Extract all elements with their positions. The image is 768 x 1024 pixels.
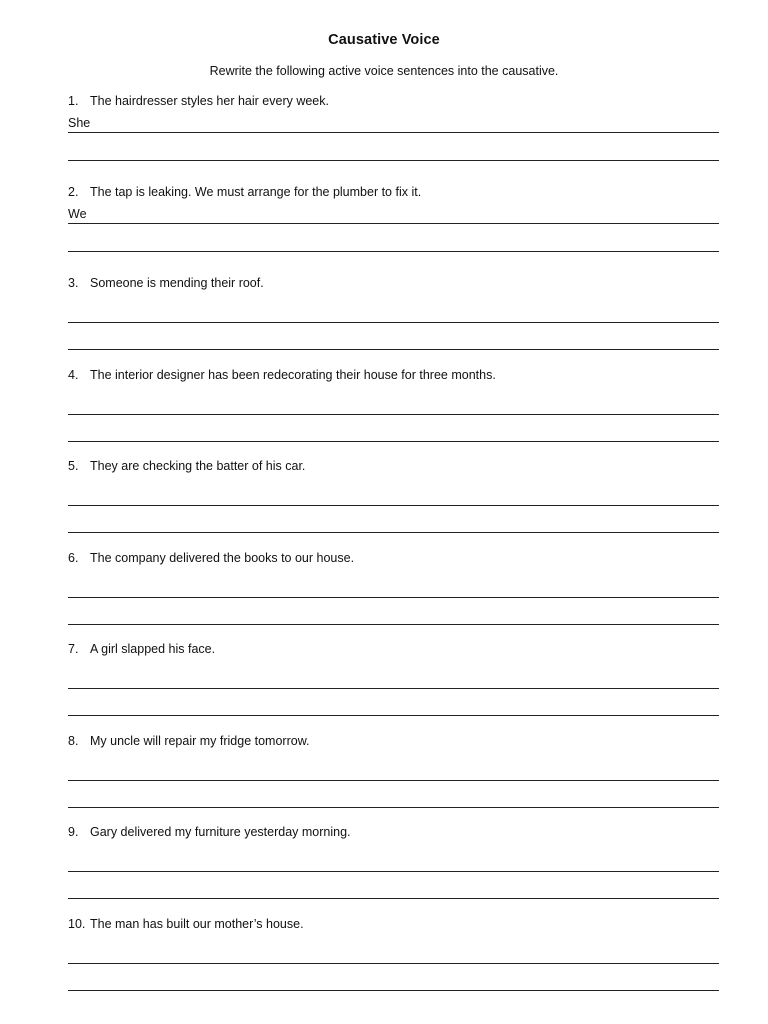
question-number: 10. [68, 917, 86, 931]
answer-line-2[interactable] [68, 697, 719, 716]
question-number: 8. [68, 734, 79, 748]
answer-line-2[interactable] [68, 233, 719, 252]
question-text [68, 459, 305, 473]
question-number: 9. [68, 825, 79, 839]
question-sentence: They are checking the batter of his car. [90, 459, 306, 473]
answer-line-1[interactable] [68, 205, 719, 224]
question-sentence: The hairdresser styles her hair every week. [90, 94, 329, 108]
answer-line-2[interactable] [68, 423, 719, 442]
answer-line-2[interactable] [68, 789, 719, 808]
question-sentence: Gary delivered my furniture yesterday morning. [90, 825, 351, 839]
worksheet-instruction: Rewrite the following active voice sentences into the causative. [209, 64, 559, 78]
question-number: 4. [68, 368, 79, 382]
question-text [68, 276, 264, 290]
question-text [68, 642, 215, 656]
answer-line-1[interactable] [68, 304, 719, 323]
answer-line-2[interactable] [68, 514, 719, 533]
answer-line-2[interactable] [68, 331, 719, 350]
question-sentence: The man has built our mother’s house. [90, 917, 304, 931]
answer-prefix: She [68, 116, 91, 130]
question-text [68, 825, 351, 839]
question-text [68, 551, 354, 565]
question-number: 6. [68, 551, 79, 565]
question-7 [0, 642, 768, 732]
answer-line-2[interactable] [68, 972, 719, 991]
answer-line-1[interactable] [68, 579, 719, 598]
question-sentence: The tap is leaking. We must arrange for the plumber to fix it. [90, 185, 422, 199]
question-text [68, 185, 421, 199]
answer-line-1[interactable] [68, 853, 719, 872]
answer-line-2[interactable] [68, 142, 719, 161]
answer-line-1[interactable] [68, 945, 719, 964]
question-6 [0, 551, 768, 641]
question-number: 7. [68, 642, 79, 656]
question-number: 5. [68, 459, 79, 473]
question-4 [0, 368, 768, 458]
question-sentence: Someone is mending their roof. [90, 276, 264, 290]
answer-line-1[interactable] [68, 670, 719, 689]
question-8 [0, 734, 768, 824]
question-text [68, 368, 496, 382]
question-10 [0, 917, 768, 1007]
question-text [68, 734, 310, 748]
question-1 [0, 94, 768, 184]
answer-line-1[interactable] [68, 396, 719, 415]
question-sentence: My uncle will repair my fridge tomorrow. [90, 734, 310, 748]
question-9 [0, 825, 768, 915]
question-5 [0, 459, 768, 549]
answer-line-1[interactable] [68, 487, 719, 506]
question-text [68, 917, 304, 931]
answer-line-1[interactable] [68, 114, 719, 133]
answer-line-2[interactable] [68, 606, 719, 625]
answer-line-1[interactable] [68, 762, 719, 781]
answer-line-2[interactable] [68, 880, 719, 899]
question-number: 2. [68, 185, 79, 199]
answer-prefix: We [68, 207, 87, 221]
question-sentence: A girl slapped his face. [90, 642, 216, 656]
question-number: 3. [68, 276, 79, 290]
question-number: 1. [68, 94, 79, 108]
worksheet-title: Causative Voice [328, 32, 440, 48]
question-text [68, 94, 329, 108]
question-sentence: The interior designer has been redecorating their house for three months. [90, 368, 496, 382]
question-3 [0, 276, 768, 366]
question-2 [0, 185, 768, 275]
question-sentence: The company delivered the books to our house. [90, 551, 355, 565]
